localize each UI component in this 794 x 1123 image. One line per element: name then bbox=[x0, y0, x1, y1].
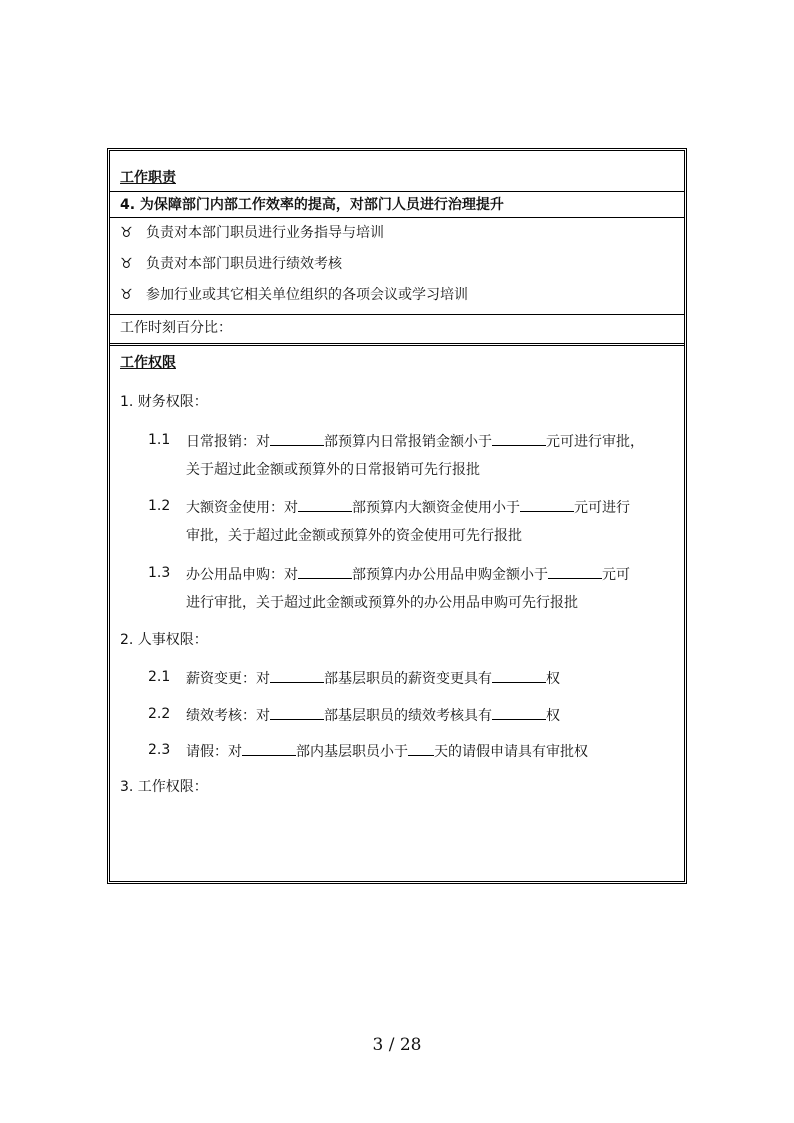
work-authority-title: 3. 工作权限： bbox=[120, 779, 208, 795]
item-number: 1.1 bbox=[148, 432, 171, 448]
fill-blank bbox=[298, 497, 352, 512]
hr-item-salary: 薪资变更：对 部基层职员的薪资变更具有 权 bbox=[186, 668, 560, 688]
section-divider bbox=[110, 343, 684, 346]
fill-blank bbox=[270, 668, 324, 683]
hr-item-leave: 请假：对 部内基层职员小于 天的请假申请具有审批权 bbox=[186, 741, 588, 761]
fill-blank bbox=[492, 705, 546, 720]
duty-bullet: 参加行业或其它相关单位组织的各项会议或学习培训 bbox=[146, 287, 468, 303]
duty-item-title: 4. 为保障部门内部工作效率的提高，对部门人员进行治理提升 bbox=[120, 197, 504, 213]
fill-blank bbox=[270, 705, 324, 720]
finance-item-line2: 审批，关于超过此金额或预算外的资金使用可先行报批 bbox=[186, 528, 522, 544]
hr-item-performance: 绩效考核：对 部基层职员的绩效考核具有 权 bbox=[186, 705, 560, 725]
finance-title: 1. 财务权限： bbox=[120, 394, 208, 410]
job-description-table bbox=[107, 148, 687, 884]
finance-item-office-supplies: 办公用品申购：对 部预算内办公用品申购金额小于 元可 bbox=[186, 564, 630, 584]
fill-blank bbox=[492, 431, 546, 446]
finance-item-line2: 进行审批，关于超过此金额或预算外的办公用品申购可先行报批 bbox=[186, 595, 578, 611]
finance-item-daily-reimbursement: 日常报销：对 部预算内日常报销金额小于 元可进行审批， bbox=[186, 431, 644, 451]
item-number: 1.2 bbox=[148, 498, 171, 514]
divider bbox=[110, 314, 684, 315]
fill-blank bbox=[520, 497, 574, 512]
fill-blank bbox=[270, 431, 324, 446]
finance-item-large-fund: 大额资金使用：对 部预算内大额资金使用小于 元可进行 bbox=[186, 497, 630, 517]
item-number: 2.3 bbox=[148, 742, 171, 758]
item-number: 2.2 bbox=[148, 706, 171, 722]
duties-heading: 工作职责 bbox=[120, 170, 176, 186]
fill-blank bbox=[492, 668, 546, 683]
divider bbox=[110, 191, 684, 192]
bullet-icon: ♉ bbox=[120, 225, 133, 241]
item-number: 2.1 bbox=[148, 669, 171, 685]
fill-blank bbox=[548, 564, 602, 579]
time-percentage-label: 工作时刻百分比： bbox=[120, 320, 232, 336]
finance-item-line2: 关于超过此金额或预算外的日常报销可先行报批 bbox=[186, 462, 480, 478]
item-number: 1.3 bbox=[148, 565, 171, 581]
duty-bullet: 负责对本部门职员进行绩效考核 bbox=[146, 256, 342, 272]
bullet-icon: ♉ bbox=[120, 256, 133, 272]
fill-blank bbox=[242, 741, 296, 756]
page-number: 3 / 28 bbox=[372, 1035, 422, 1055]
authority-heading: 工作权限 bbox=[120, 355, 176, 371]
divider bbox=[110, 217, 684, 218]
fill-blank bbox=[408, 741, 434, 756]
bullet-icon: ♉ bbox=[120, 287, 133, 303]
hr-title: 2. 人事权限： bbox=[120, 632, 208, 648]
duty-bullet: 负责对本部门职员进行业务指导与培训 bbox=[146, 225, 384, 241]
fill-blank bbox=[298, 564, 352, 579]
